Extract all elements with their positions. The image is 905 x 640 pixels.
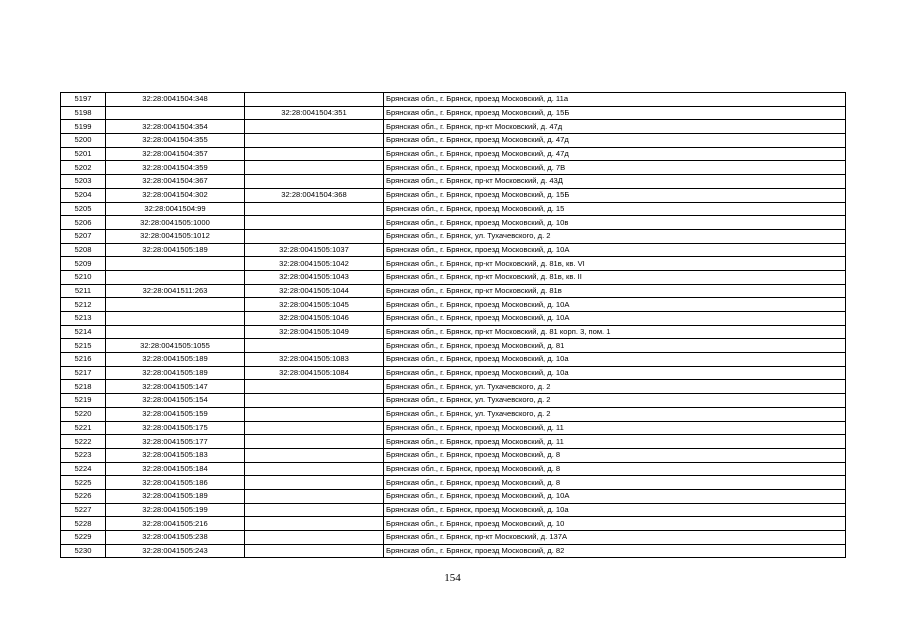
cadastral-number-cell: 32:28:0041505:183	[106, 448, 245, 462]
cadastral-number-cell: 32:28:0041505:189	[106, 243, 245, 257]
row-number-cell: 5219	[61, 394, 106, 408]
row-number-cell: 5200	[61, 134, 106, 148]
cadastral-number-cell: 32:28:0041505:177	[106, 435, 245, 449]
related-cadastral-number-cell	[245, 229, 384, 243]
related-cadastral-number-cell	[245, 435, 384, 449]
related-cadastral-number-cell	[245, 421, 384, 435]
table-row	[61, 353, 846, 367]
row-number-cell: 5214	[61, 325, 106, 339]
table-row	[61, 325, 846, 339]
address-cell: Брянская обл., г. Брянск, проезд Московский, д. 10А	[384, 243, 846, 257]
table-row	[61, 380, 846, 394]
address-cell: Брянская обл., г. Брянск, ул. Тухачевского, д. 2	[384, 394, 846, 408]
related-cadastral-number-cell	[245, 380, 384, 394]
row-number-cell: 5204	[61, 188, 106, 202]
address-cell: Брянская обл., г. Брянск, проезд Московский, д. 81	[384, 339, 846, 353]
related-cadastral-number-cell	[245, 462, 384, 476]
address-cell: Брянская обл., г. Брянск, проезд Московский, д. 47д	[384, 147, 846, 161]
cadastral-number-cell: 32:28:0041504:355	[106, 134, 245, 148]
address-cell: Брянская обл., г. Брянск, ул. Тухачевского, д. 2	[384, 407, 846, 421]
address-cell: Брянская обл., г. Брянск, пр-кт Московский, д. 47д	[384, 120, 846, 134]
related-cadastral-number-cell	[245, 120, 384, 134]
table-row	[61, 366, 846, 380]
address-cell: Брянская обл., г. Брянск, проезд Московский, д. 10А	[384, 489, 846, 503]
related-cadastral-number-cell: 32:28:0041505:1083	[245, 353, 384, 367]
registry-table-body	[61, 93, 846, 558]
address-cell: Брянская обл., г. Брянск, проезд Московский, д. 11	[384, 435, 846, 449]
related-cadastral-number-cell	[245, 531, 384, 545]
related-cadastral-number-cell: 32:28:0041505:1044	[245, 284, 384, 298]
related-cadastral-number-cell	[245, 448, 384, 462]
table-row	[61, 243, 846, 257]
row-number-cell: 5220	[61, 407, 106, 421]
related-cadastral-number-cell	[245, 339, 384, 353]
row-number-cell: 5217	[61, 366, 106, 380]
address-cell: Брянская обл., г. Брянск, проезд Московский, д. 82	[384, 544, 846, 558]
address-cell: Брянская обл., г. Брянск, проезд Московский, д. 10а	[384, 353, 846, 367]
cadastral-number-cell: 32:28:0041504:99	[106, 202, 245, 216]
related-cadastral-number-cell	[245, 175, 384, 189]
row-number-cell: 5198	[61, 106, 106, 120]
table-row	[61, 489, 846, 503]
related-cadastral-number-cell: 32:28:0041504:368	[245, 188, 384, 202]
related-cadastral-number-cell	[245, 93, 384, 107]
related-cadastral-number-cell	[245, 161, 384, 175]
table-row	[61, 188, 846, 202]
row-number-cell: 5216	[61, 353, 106, 367]
address-cell: Брянская обл., г. Брянск, ул. Тухачевского, д. 2	[384, 380, 846, 394]
cadastral-number-cell	[106, 325, 245, 339]
row-number-cell: 5225	[61, 476, 106, 490]
cadastral-number-cell: 32:28:0041504:302	[106, 188, 245, 202]
row-number-cell: 5206	[61, 216, 106, 230]
address-cell: Брянская обл., г. Брянск, проезд Московский, д. 10А	[384, 298, 846, 312]
address-cell: Брянская обл., г. Брянск, ул. Тухачевского, д. 2	[384, 229, 846, 243]
row-number-cell: 5218	[61, 380, 106, 394]
related-cadastral-number-cell: 32:28:0041505:1042	[245, 257, 384, 271]
cadastral-number-cell: 32:28:0041505:147	[106, 380, 245, 394]
cadastral-number-cell: 32:28:0041505:175	[106, 421, 245, 435]
address-cell: Брянская обл., г. Брянск, проезд Московский, д. 10	[384, 517, 846, 531]
address-cell: Брянская обл., г. Брянск, пр-кт Московский, д. 137А	[384, 531, 846, 545]
row-number-cell: 5207	[61, 229, 106, 243]
cadastral-number-cell: 32:28:0041505:243	[106, 544, 245, 558]
related-cadastral-number-cell: 32:28:0041505:1045	[245, 298, 384, 312]
row-number-cell: 5212	[61, 298, 106, 312]
cadastral-number-cell: 32:28:0041505:1012	[106, 229, 245, 243]
cadastral-number-cell: 32:28:0041505:154	[106, 394, 245, 408]
table-row	[61, 476, 846, 490]
table-row	[61, 257, 846, 271]
related-cadastral-number-cell	[245, 134, 384, 148]
related-cadastral-number-cell: 32:28:0041505:1084	[245, 366, 384, 380]
table-row	[61, 161, 846, 175]
row-number-cell: 5224	[61, 462, 106, 476]
table-row	[61, 120, 846, 134]
address-cell: Брянская обл., г. Брянск, проезд Московский, д. 15	[384, 202, 846, 216]
cadastral-number-cell: 32:28:0041505:1055	[106, 339, 245, 353]
related-cadastral-number-cell: 32:28:0041505:1049	[245, 325, 384, 339]
row-number-cell: 5226	[61, 489, 106, 503]
address-cell: Брянская обл., г. Брянск, проезд Московский, д. 15Б	[384, 106, 846, 120]
address-cell: Брянская обл., г. Брянск, проезд Московский, д. 8	[384, 476, 846, 490]
table-row	[61, 106, 846, 120]
cadastral-number-cell	[106, 270, 245, 284]
table-row	[61, 216, 846, 230]
table-row	[61, 312, 846, 326]
related-cadastral-number-cell	[245, 202, 384, 216]
row-number-cell: 5205	[61, 202, 106, 216]
cadastral-number-cell: 32:28:0041505:238	[106, 531, 245, 545]
address-cell: Брянская обл., г. Брянск, проезд Московский, д. 8	[384, 448, 846, 462]
address-cell: Брянская обл., г. Брянск, пр-кт Московский, д. 81в	[384, 284, 846, 298]
address-cell: Брянская обл., г. Брянск, пр-кт Московский, д. 81в, кв. VI	[384, 257, 846, 271]
table-row	[61, 435, 846, 449]
cadastral-number-cell: 32:28:0041505:159	[106, 407, 245, 421]
related-cadastral-number-cell: 32:28:0041504:351	[245, 106, 384, 120]
cadastral-number-cell	[106, 298, 245, 312]
table-row	[61, 531, 846, 545]
row-number-cell: 5210	[61, 270, 106, 284]
table-row	[61, 298, 846, 312]
cadastral-number-cell: 32:28:0041505:184	[106, 462, 245, 476]
cadastral-number-cell	[106, 106, 245, 120]
table-row	[61, 503, 846, 517]
row-number-cell: 5199	[61, 120, 106, 134]
table-row	[61, 270, 846, 284]
related-cadastral-number-cell	[245, 503, 384, 517]
address-cell: Брянская обл., г. Брянск, проезд Московский, д. 10в	[384, 216, 846, 230]
cadastral-number-cell: 32:28:0041504:359	[106, 161, 245, 175]
related-cadastral-number-cell: 32:28:0041505:1043	[245, 270, 384, 284]
row-number-cell: 5211	[61, 284, 106, 298]
row-number-cell: 5213	[61, 312, 106, 326]
address-cell: Брянская обл., г. Брянск, проезд Московский, д. 11а	[384, 93, 846, 107]
related-cadastral-number-cell	[245, 476, 384, 490]
row-number-cell: 5228	[61, 517, 106, 531]
row-number-cell: 5208	[61, 243, 106, 257]
row-number-cell: 5202	[61, 161, 106, 175]
related-cadastral-number-cell	[245, 407, 384, 421]
address-cell: Брянская обл., г. Брянск, проезд Московский, д. 10а	[384, 366, 846, 380]
address-cell: Брянская обл., г. Брянск, пр-кт Московский, д. 81 корп. 3, пом. 1	[384, 325, 846, 339]
cadastral-number-cell: 32:28:0041504:354	[106, 120, 245, 134]
related-cadastral-number-cell: 32:28:0041505:1037	[245, 243, 384, 257]
row-number-cell: 5229	[61, 531, 106, 545]
page-number: 154	[444, 572, 461, 584]
cadastral-number-cell: 32:28:0041504:357	[106, 147, 245, 161]
address-cell: Брянская обл., г. Брянск, проезд Московский, д. 11	[384, 421, 846, 435]
address-cell: Брянская обл., г. Брянск, проезд Московский, д. 7В	[384, 161, 846, 175]
row-number-cell: 5230	[61, 544, 106, 558]
related-cadastral-number-cell	[245, 147, 384, 161]
address-cell: Брянская обл., г. Брянск, проезд Московский, д. 15Б	[384, 188, 846, 202]
table-row	[61, 284, 846, 298]
cadastral-registry-table	[60, 92, 846, 558]
row-number-cell: 5197	[61, 93, 106, 107]
table-row	[61, 202, 846, 216]
table-row	[61, 229, 846, 243]
table-row	[61, 448, 846, 462]
address-cell: Брянская обл., г. Брянск, пр-кт Московский, д. 43Д	[384, 175, 846, 189]
address-cell: Брянская обл., г. Брянск, пр-кт Московский, д. 81в, кв. II	[384, 270, 846, 284]
cadastral-number-cell	[106, 257, 245, 271]
cadastral-number-cell: 32:28:0041504:348	[106, 93, 245, 107]
cadastral-number-cell: 32:28:0041505:189	[106, 489, 245, 503]
table-row	[61, 544, 846, 558]
row-number-cell: 5215	[61, 339, 106, 353]
cadastral-number-cell: 32:28:0041504:367	[106, 175, 245, 189]
table-row	[61, 134, 846, 148]
related-cadastral-number-cell	[245, 517, 384, 531]
table-row	[61, 147, 846, 161]
cadastral-number-cell: 32:28:0041505:189	[106, 353, 245, 367]
cadastral-number-cell	[106, 312, 245, 326]
table-row	[61, 175, 846, 189]
address-cell: Брянская обл., г. Брянск, проезд Московский, д. 47д	[384, 134, 846, 148]
address-cell: Брянская обл., г. Брянск, проезд Московский, д. 8	[384, 462, 846, 476]
related-cadastral-number-cell: 32:28:0041505:1046	[245, 312, 384, 326]
cadastral-number-cell: 32:28:0041505:189	[106, 366, 245, 380]
cadastral-number-cell: 32:28:0041505:1000	[106, 216, 245, 230]
address-cell: Брянская обл., г. Брянск, проезд Московский, д. 10А	[384, 312, 846, 326]
row-number-cell: 5222	[61, 435, 106, 449]
related-cadastral-number-cell	[245, 394, 384, 408]
table-row	[61, 93, 846, 107]
cadastral-number-cell: 32:28:0041511:263	[106, 284, 245, 298]
row-number-cell: 5209	[61, 257, 106, 271]
table-row	[61, 394, 846, 408]
cadastral-number-cell: 32:28:0041505:199	[106, 503, 245, 517]
table-row	[61, 407, 846, 421]
related-cadastral-number-cell	[245, 489, 384, 503]
table-row	[61, 421, 846, 435]
related-cadastral-number-cell	[245, 544, 384, 558]
table-row	[61, 339, 846, 353]
related-cadastral-number-cell	[245, 216, 384, 230]
row-number-cell: 5203	[61, 175, 106, 189]
table-row	[61, 517, 846, 531]
cadastral-number-cell: 32:28:0041505:216	[106, 517, 245, 531]
row-number-cell: 5221	[61, 421, 106, 435]
row-number-cell: 5223	[61, 448, 106, 462]
cadastral-number-cell: 32:28:0041505:186	[106, 476, 245, 490]
table-row	[61, 462, 846, 476]
row-number-cell: 5227	[61, 503, 106, 517]
address-cell: Брянская обл., г. Брянск, проезд Московский, д. 10а	[384, 503, 846, 517]
row-number-cell: 5201	[61, 147, 106, 161]
